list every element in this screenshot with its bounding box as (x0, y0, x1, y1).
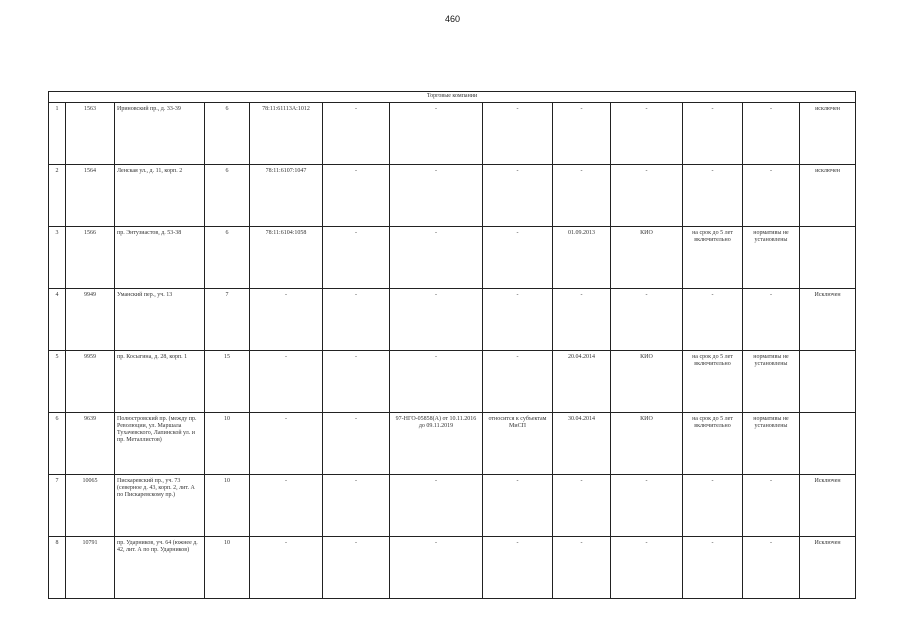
column-6-cell: - (323, 351, 390, 413)
status-cell: исключен (800, 103, 856, 165)
column-6-cell: - (323, 289, 390, 351)
column-6-cell: - (323, 537, 390, 599)
object-id-cell: 9639 (66, 413, 115, 475)
row-number-cell: 8 (49, 537, 66, 599)
date-cell: 30.04.2014 (553, 413, 611, 475)
agreement-cell: - (390, 537, 483, 599)
norms-cell: - (743, 475, 800, 537)
authority-cell: - (611, 165, 683, 227)
address-cell: пр. Энтузиастов, д. 53-38 (115, 227, 205, 289)
date-cell: - (553, 475, 611, 537)
authority-cell: - (611, 103, 683, 165)
table-row (49, 103, 856, 165)
address-cell: Уманский пер., уч. 13 (115, 289, 205, 351)
status-cell (800, 413, 856, 475)
address-cell: пр. Косыгина, д. 28, корп. 1 (115, 351, 205, 413)
row-number-cell: 6 (49, 413, 66, 475)
date-cell: 01.09.2013 (553, 227, 611, 289)
category-cell: 6 (205, 227, 250, 289)
object-id-cell: 9949 (66, 289, 115, 351)
term-cell: на срок до 5 лет включительно (683, 227, 743, 289)
cadastral-number-cell: - (250, 351, 323, 413)
norms-cell: - (743, 165, 800, 227)
status-cell (800, 351, 856, 413)
smb-status-cell: - (483, 165, 553, 227)
registry-table (48, 91, 856, 599)
row-number-cell: 5 (49, 351, 66, 413)
smb-status-cell: - (483, 227, 553, 289)
date-cell: 20.04.2014 (553, 351, 611, 413)
agreement-cell: - (390, 289, 483, 351)
smb-status-cell: - (483, 351, 553, 413)
term-cell: на срок до 5 лет включительно (683, 413, 743, 475)
status-cell: исключен (800, 165, 856, 227)
table-row (49, 289, 856, 351)
object-id-cell: 1563 (66, 103, 115, 165)
object-id-cell: 10065 (66, 475, 115, 537)
norms-cell: нормативы не установлены (743, 413, 800, 475)
cadastral-number-cell: - (250, 537, 323, 599)
date-cell: - (553, 165, 611, 227)
norms-cell: нормативы не установлены (743, 227, 800, 289)
agreement-cell: - (390, 227, 483, 289)
term-cell: - (683, 475, 743, 537)
table-row (49, 227, 856, 289)
table-row (49, 165, 856, 227)
object-id-cell: 10791 (66, 537, 115, 599)
authority-cell: - (611, 475, 683, 537)
row-number-cell: 3 (49, 227, 66, 289)
row-number-cell: 2 (49, 165, 66, 227)
section-title: Торговые компании (49, 92, 856, 103)
column-6-cell: - (323, 413, 390, 475)
authority-cell: КИО (611, 227, 683, 289)
date-cell: - (553, 103, 611, 165)
agreement-cell: - (390, 351, 483, 413)
cadastral-number-cell: 78:11:6104:1058 (250, 227, 323, 289)
section-header-row (49, 92, 856, 103)
authority-cell: КИО (611, 413, 683, 475)
column-6-cell: - (323, 475, 390, 537)
status-cell: Исключен (800, 475, 856, 537)
category-cell: 10 (205, 537, 250, 599)
cadastral-number-cell: 78:11:61113А:1012 (250, 103, 323, 165)
authority-cell: КИО (611, 351, 683, 413)
date-cell: - (553, 537, 611, 599)
table-row (49, 413, 856, 475)
row-number-cell: 4 (49, 289, 66, 351)
authority-cell: - (611, 537, 683, 599)
category-cell: 6 (205, 103, 250, 165)
column-6-cell: - (323, 165, 390, 227)
term-cell: - (683, 289, 743, 351)
authority-cell: - (611, 289, 683, 351)
status-cell: Исключен (800, 537, 856, 599)
smb-status-cell: - (483, 537, 553, 599)
status-cell (800, 227, 856, 289)
object-id-cell: 9959 (66, 351, 115, 413)
cadastral-number-cell: - (250, 475, 323, 537)
address-cell: Ириновский пр., д. 33-39 (115, 103, 205, 165)
object-id-cell: 1566 (66, 227, 115, 289)
category-cell: 15 (205, 351, 250, 413)
agreement-cell: - (390, 475, 483, 537)
norms-cell: - (743, 103, 800, 165)
agreement-cell: - (390, 165, 483, 227)
column-6-cell: - (323, 103, 390, 165)
cadastral-number-cell: - (250, 289, 323, 351)
table-row (49, 537, 856, 599)
smb-status-cell: относится к субъектам МиСП (483, 413, 553, 475)
category-cell: 10 (205, 475, 250, 537)
column-6-cell: - (323, 227, 390, 289)
address-cell: Пискаревский пр., уч. 73 (северное д. 43, корп. 2, лит. А по Пискаревскому пр.) (115, 475, 205, 537)
category-cell: 7 (205, 289, 250, 351)
status-cell: Исключен (800, 289, 856, 351)
category-cell: 10 (205, 413, 250, 475)
date-cell: - (553, 289, 611, 351)
address-cell: Полюстровский пр. (между пр. Революции, ул. Маршала Тухачевского, Лапинской ул. и пр. Металлистов) (115, 413, 205, 475)
term-cell: - (683, 103, 743, 165)
smb-status-cell: - (483, 103, 553, 165)
term-cell: на срок до 5 лет включительно (683, 351, 743, 413)
table-row (49, 475, 856, 537)
term-cell: - (683, 537, 743, 599)
norms-cell: - (743, 537, 800, 599)
cadastral-number-cell: 78:11:6107:1047 (250, 165, 323, 227)
smb-status-cell: - (483, 289, 553, 351)
row-number-cell: 7 (49, 475, 66, 537)
norms-cell: - (743, 289, 800, 351)
page-number: 460 (444, 14, 461, 24)
agreement-cell: - (390, 103, 483, 165)
address-cell: пр. Ударников, уч. 64 (южнее д. 42, лит. А по пр. Ударников) (115, 537, 205, 599)
cadastral-number-cell: - (250, 413, 323, 475)
row-number-cell: 1 (49, 103, 66, 165)
category-cell: 6 (205, 165, 250, 227)
table-row (49, 351, 856, 413)
smb-status-cell: - (483, 475, 553, 537)
norms-cell: нормативы не установлены (743, 351, 800, 413)
address-cell: Ленская ул., д. 11, корп. 2 (115, 165, 205, 227)
agreement-cell: 97-НГО-05858(А) от 10.11.2016 до 09.11.2019 (390, 413, 483, 475)
object-id-cell: 1564 (66, 165, 115, 227)
term-cell: - (683, 165, 743, 227)
